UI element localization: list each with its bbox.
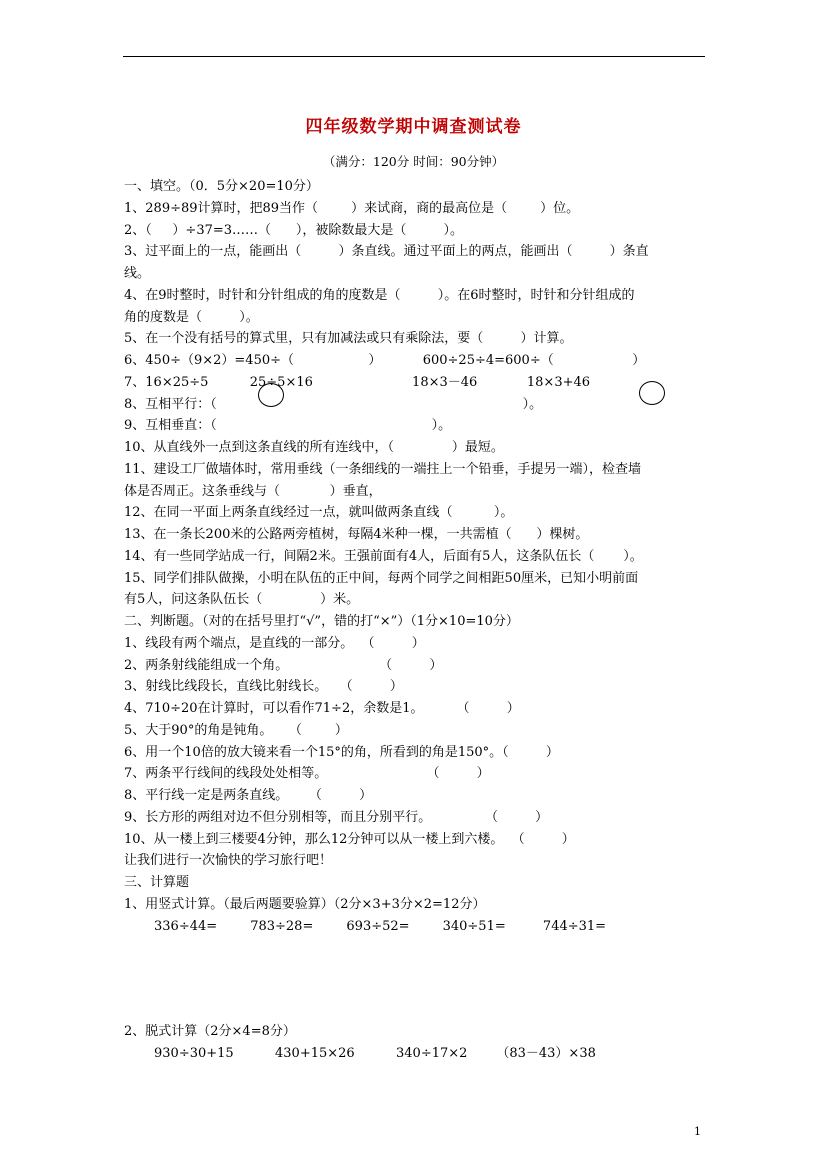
question-line: 角的度数是（ ）。 xyxy=(124,309,259,325)
question-line: 13、在一条长200米的公路两旁植树，每隔4米种一棵，一共需植（ ）棵树。 xyxy=(124,527,589,542)
question-line: 5、在一个没有括号的算式里，只有加减法或只有乘除法，要（ ）计算。 xyxy=(124,331,573,347)
question-line: 8、互相平行：（ ）。 xyxy=(124,396,543,412)
question-line: 线。 xyxy=(124,266,151,281)
judgement-line: 8、平行线一定是两条直线。 （ ） xyxy=(124,788,373,803)
question-line: 6、450÷（9×2）=450÷（ ） 600÷25÷4=600÷（ ） xyxy=(124,353,646,368)
judgement-line: 4、710÷20在计算时，可以看作71÷2，余数是1。 （ ） xyxy=(124,701,520,716)
section-heading: 二、判断题。（对的在括号里打“√”，错的打“×”）（1分×10=10分） xyxy=(124,614,519,629)
question-line: 4、在9时整时，时针和分针组成的角的度数是（ ）。在6时整时，时针和分针组成的 xyxy=(124,287,635,303)
question-line: 3、过平面上的一点，能画出（ ）条直线。通过平面上的两点，能画出（ ）条直 xyxy=(124,244,649,260)
header-rule xyxy=(123,56,705,57)
page-subtitle: （满分：120分 时间：90分钟） xyxy=(322,154,505,169)
vertical-calc-problems: 336÷44= 783÷28= 693÷52= 340÷51= 744÷31= xyxy=(154,918,607,934)
question-line: 12、在同一平面上两条直线经过一点，就叫做两条直线（ ）。 xyxy=(124,505,514,521)
exam-content xyxy=(124,176,709,1065)
step-calc-problems: 930÷30+15 430+15×26 340÷17×2 （83－43）×38 xyxy=(154,1046,596,1061)
question-line: 11、建设工厂做墙体时，常用垂线（一条细线的一端拄上一个铅垂，手提另一端），检查墙 xyxy=(124,461,642,477)
question-line: 9、互相垂直：（ ）。 xyxy=(124,418,452,434)
question-line: 1、289÷89计算时，把89当作（ ）来试商，商的最高位是（ ）位。 xyxy=(124,200,580,216)
judgement-line: 5、大于90°的角是钝角。 （ ） xyxy=(124,722,348,738)
question-line: 15、同学们排队做操，小明在队伍的正中间，每两个同学之间相距50厘米，已知小明前面 xyxy=(124,570,639,586)
page-title: 四年级数学期中调查测试卷 xyxy=(305,117,522,137)
judgement-line: 1、线段有两个端点，是直线的一部分。 （ ） xyxy=(124,635,425,651)
question-line: 10、从直线外一点到这条直线的所有连线中，（ ）最短。 xyxy=(124,440,504,455)
page-number: 1 xyxy=(694,1125,701,1138)
step-calc-instruction: 2、脱式计算（2分×4=8分） xyxy=(124,1024,296,1040)
answer-circle xyxy=(639,381,665,405)
question-line: 2、（ ）÷37=3……（ ），被除数最大是（ ）。 xyxy=(124,222,464,238)
question-line: 14、有一些同学站成一行，间隔2米。王强前面有4人，后面有5人，这条队伍长（ ）。 xyxy=(124,548,643,564)
answer-circle xyxy=(258,383,284,407)
judgement-line: 9、长方形的两组对边不但分别相等，而且分别平行。 （ ） xyxy=(124,809,549,825)
judgement-line: 7、两条平行线间的线段处处相等。 （ ） xyxy=(124,766,490,782)
judgement-line: 2、两条射线能组成一个角。 （ ） xyxy=(124,657,443,673)
question-line: 体是否周正。这条垂线与（ ）垂直， xyxy=(124,483,382,499)
judgement-line: 3、射线比线段长，直线比射线长。 （ ） xyxy=(124,679,403,695)
vertical-calc-instruction: 1、用竖式计算。（最后两题要验算）（2分×3+3分×2=12分） xyxy=(124,896,486,912)
encouragement-line: 让我们进行一次愉快的学习旅行吧！ xyxy=(124,853,333,869)
question-line: 7、16×25÷5 25÷5×16 18×3－46 18×3+46 xyxy=(124,374,591,390)
judgement-line: 10、从一楼上到三楼要4分钟，那么12分钟可以从一楼上到六楼。 （ ） xyxy=(124,831,575,847)
work-space xyxy=(124,937,709,1021)
section-heading: 三、计算题 xyxy=(124,875,190,890)
judgement-line: 6、用一个10倍的放大镜来看一个15°的角，所看到的角是150°。（ ） xyxy=(124,744,559,760)
section-heading: 一、填空。（0．5分×20=10分） xyxy=(124,179,319,194)
question-line: 有5人，问这条队伍长（ ）米。 xyxy=(124,592,360,608)
